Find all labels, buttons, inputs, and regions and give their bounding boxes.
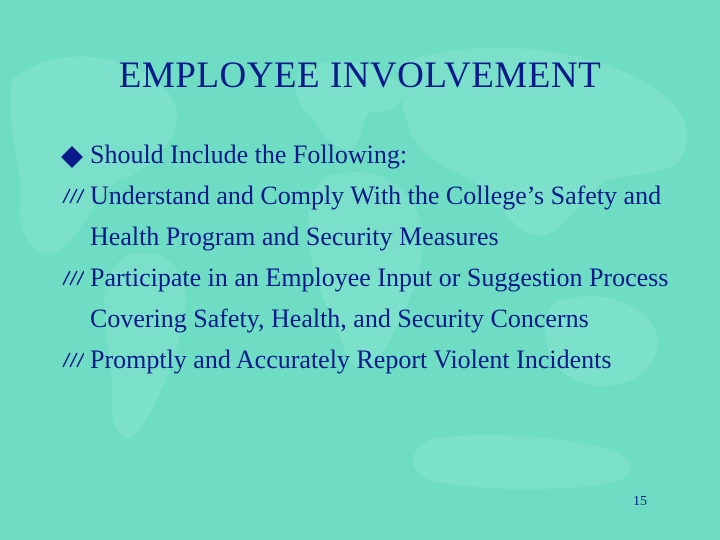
slide-title: EMPLOYEE INVOLVEMENT [118, 55, 602, 96]
bullet-list [60, 134, 680, 380]
page-number: 15 [633, 494, 647, 509]
bullet-text: Participate in an Employee Input or Suggestion Process Covering Safety, Health, and Security Concerns [90, 263, 669, 333]
bullet-item-should-include [60, 134, 680, 175]
dash-bullet-icon [60, 257, 88, 298]
bullet-item-participate [60, 257, 680, 339]
bullet-text: Understand and Comply With the College’s Safety and Health Program and Security Measures [90, 181, 662, 251]
bullet-item-report-incidents [60, 339, 680, 380]
diamond-bullet-icon [60, 134, 88, 175]
dash-bullet-icon [60, 339, 88, 380]
bullet-text: Should Include the Following: [90, 140, 408, 169]
bullet-item-understand-comply [60, 175, 680, 257]
dash-bullet-icon [60, 175, 88, 216]
bullet-text: Promptly and Accurately Report Violent Incidents [90, 345, 612, 374]
